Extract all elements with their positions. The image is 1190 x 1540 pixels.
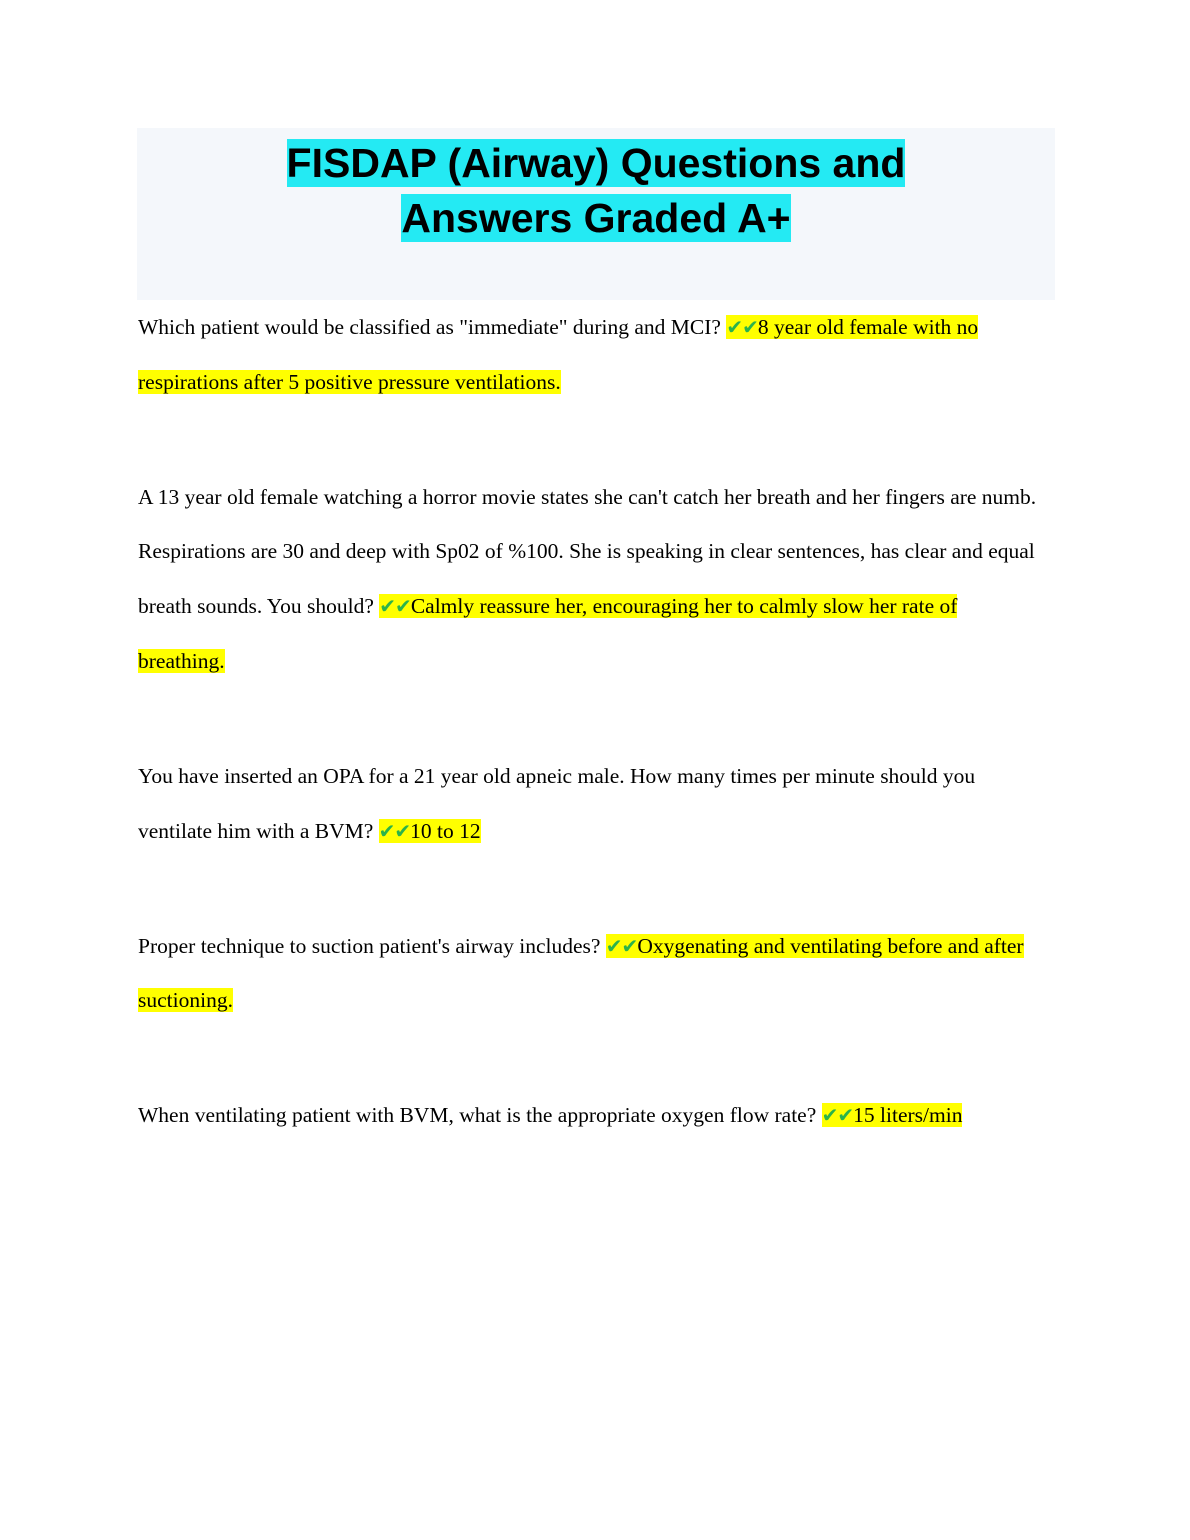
paragraph-spacer (138, 689, 1038, 749)
paragraph-spacer (138, 1028, 1038, 1088)
check-icon: ✔✔ (378, 818, 411, 843)
qa-item (138, 1088, 1038, 1143)
qa-item (138, 300, 1038, 410)
check-icon: ✔✔ (821, 1103, 854, 1128)
check-icon: ✔✔ (379, 594, 411, 619)
title-line-2: Answers Graded A+ (401, 194, 791, 241)
qa-item (138, 470, 1038, 689)
document-body (138, 300, 1038, 1143)
question-text: You have inserted an OPA for a 21 year old apneic male. How many times per minute should you ventilate him with a BVM? (138, 763, 976, 843)
question-text: A 13 year old female watching a horror movie states she can't catch her breath and her fingers are numb. Respirations are 30 and deep with Sp02 of %100. She is speaking in clear sentences, has clear and equal breath sounds. You should? (138, 484, 1037, 619)
title-line-1: FISDAP (Airway) Questions and (286, 140, 906, 186)
check-icon: ✔✔ (605, 933, 638, 958)
answer-value: Calmly reassure her, encouraging her to calmly slow her rate of breathing. (138, 594, 958, 674)
document-title (137, 136, 1055, 245)
check-icon: ✔✔ (726, 315, 758, 339)
question-text: When ventilating patient with BVM, what is the appropriate oxygen flow rate? (138, 1103, 822, 1128)
answer-text (822, 1103, 963, 1127)
question-text: Which patient would be classified as "immediate" during and MCI? (138, 315, 727, 339)
qa-item (138, 919, 1038, 1029)
paragraph-spacer (138, 410, 1038, 470)
paragraph-spacer (138, 859, 1038, 919)
answer-value: Oxygenating and ventilating before and after suctioning. (138, 933, 1024, 1013)
answer-text (379, 819, 481, 843)
qa-item (138, 749, 1038, 859)
question-text: Proper technique to suction patient's airway includes? (138, 933, 606, 958)
answer-value: 10 to 12 (410, 818, 481, 843)
answer-value: 15 liters/min (853, 1103, 963, 1128)
answer-value: 8 year old female with no respirations after 5 positive pressure ventilations. (138, 315, 979, 394)
